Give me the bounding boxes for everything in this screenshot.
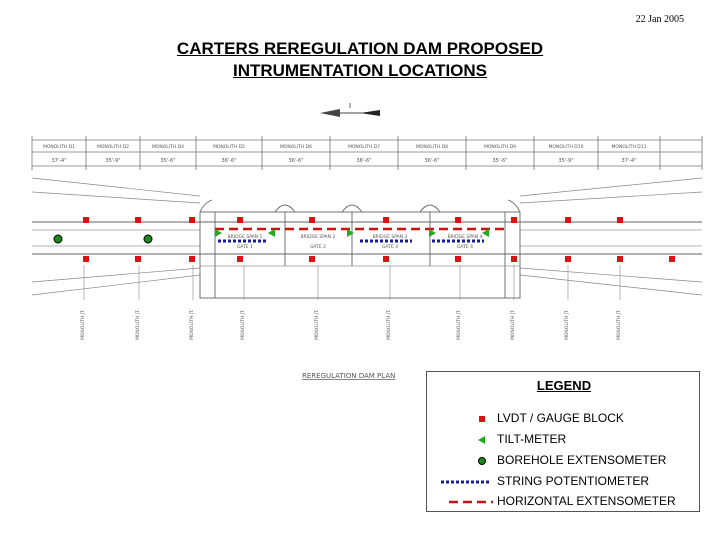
dimension-label: 35'-6" bbox=[492, 158, 508, 164]
lvdt-marker bbox=[83, 217, 89, 223]
bay-label: BRIDGE SPAN 1 bbox=[227, 235, 263, 240]
lvdt-marker bbox=[237, 217, 243, 223]
monolith-label: MONOLITH D10 bbox=[548, 145, 584, 150]
triangle-green-icon bbox=[475, 433, 489, 447]
dimension-label: 37'-4" bbox=[51, 158, 67, 164]
monolith-joint-label: MONOLITH JT. bbox=[81, 309, 86, 340]
legend-box bbox=[426, 371, 700, 512]
legend-item-label: LVDT / GAUGE BLOCK bbox=[497, 411, 624, 425]
north-arrow-icon bbox=[320, 103, 380, 117]
lvdt-marker bbox=[617, 256, 623, 262]
gate-label: GATE 3 bbox=[381, 245, 399, 250]
gate-label: GATE 4 bbox=[456, 245, 474, 250]
title-line-2: INTRUMENTATION LOCATIONS bbox=[232, 61, 488, 80]
lvdt-marker bbox=[383, 217, 389, 223]
lvdt-marker bbox=[455, 217, 461, 223]
monolith-label: MONOLITH D1 bbox=[42, 145, 76, 150]
lvdt-marker bbox=[135, 256, 141, 262]
lvdt-marker bbox=[383, 256, 389, 262]
monolith-label: MONOLITH D2 bbox=[96, 145, 130, 150]
circle-green-icon bbox=[475, 454, 489, 468]
lvdt-marker bbox=[189, 256, 195, 262]
lvdt-marker bbox=[309, 256, 315, 262]
borehole-extensometer-marker bbox=[144, 235, 152, 243]
document-date: 22 Jan 2005 bbox=[635, 14, 684, 25]
monolith-joint-label: MONOLITH JT. bbox=[511, 309, 516, 340]
square-red-icon bbox=[475, 412, 489, 426]
monolith-label: MONOLITH D11 bbox=[611, 145, 647, 150]
legend-item-label: STRING POTENTIOMETER bbox=[497, 474, 650, 488]
monolith-joint-lines bbox=[84, 265, 620, 300]
dimension-labels bbox=[51, 158, 636, 164]
lvdt-marker bbox=[617, 217, 623, 223]
bay-label: BRIDGE SPAN 3 bbox=[372, 235, 408, 240]
legend-item-string-pot bbox=[427, 473, 701, 491]
legend-item-borehole bbox=[427, 452, 701, 470]
lvdt-marker bbox=[237, 256, 243, 262]
monolith-division-lines bbox=[32, 136, 702, 170]
borehole-extensometer-marker bbox=[54, 235, 62, 243]
dimension-label: 35'-6" bbox=[160, 158, 176, 164]
lvdt-marker bbox=[83, 256, 89, 262]
lvdt-marker bbox=[511, 256, 517, 262]
borehole-extensometers bbox=[54, 235, 152, 243]
monolith-joint-label: MONOLITH JT. bbox=[565, 309, 570, 340]
legend-title: LEGEND bbox=[536, 378, 592, 393]
legend-item-tilt-meter bbox=[427, 431, 701, 449]
lvdt-marker bbox=[135, 217, 141, 223]
lvdt-marker bbox=[309, 217, 315, 223]
monolith-joint-label: MONOLITH JT. bbox=[617, 309, 622, 340]
lvdt-marker bbox=[511, 217, 517, 223]
tilt-meter-marker bbox=[347, 229, 354, 237]
legend-item-label: BOREHOLE EXTENSOMETER bbox=[497, 453, 667, 467]
gate-label: GATE 1 bbox=[236, 245, 254, 250]
legend-item-label: TILT-METER bbox=[497, 432, 567, 446]
monolith-joint-label: MONOLITH JT. bbox=[136, 309, 141, 340]
title-line-1: CARTERS REREGULATION DAM PROPOSED bbox=[176, 39, 544, 58]
lvdt-marker bbox=[565, 256, 571, 262]
lvdt-marker bbox=[455, 256, 461, 262]
monolith-joint-labels bbox=[80, 309, 622, 340]
approach-lines bbox=[32, 178, 702, 295]
monolith-joint-label: MONOLITH JT. bbox=[190, 309, 195, 340]
monolith-joint-label: MONOLITH JT. bbox=[457, 309, 462, 340]
dashed-red-line-icon bbox=[449, 495, 495, 509]
dimension-label: 36'-6" bbox=[288, 158, 304, 164]
dimension-label: 35'-9" bbox=[558, 158, 574, 164]
legend-item-lvdt bbox=[427, 410, 701, 428]
bay-label: BRIDGE SPAN 4 bbox=[447, 235, 483, 240]
lvdt-marker bbox=[189, 217, 195, 223]
monolith-joint-label: MONOLITH JT. bbox=[241, 309, 246, 340]
monolith-joint-label: MONOLITH JT. bbox=[315, 309, 320, 340]
dam-axis bbox=[32, 222, 702, 254]
monolith-label: MONOLITH D8 bbox=[415, 145, 449, 150]
bay-label: BRIDGE SPAN 2 bbox=[300, 235, 336, 240]
monolith-labels bbox=[43, 144, 647, 150]
lvdt-marker bbox=[669, 256, 675, 262]
dimension-label: 37'-4" bbox=[621, 158, 637, 164]
monolith-label: MONOLITH D5 bbox=[212, 145, 246, 150]
monolith-label: MONOLITH D6 bbox=[279, 145, 313, 150]
dimension-label: 36'-6" bbox=[424, 158, 440, 164]
dimension-label: 36'-6" bbox=[356, 158, 372, 164]
legend-item-horizontal-ext bbox=[427, 493, 701, 511]
monolith-label: MONOLITH D7 bbox=[347, 145, 381, 150]
lvdt-marker bbox=[565, 217, 571, 223]
monolith-joint-label: MONOLITH JT. bbox=[387, 309, 392, 340]
monolith-label: MONOLITH D4 bbox=[151, 145, 185, 150]
dotted-blue-line-icon bbox=[441, 475, 491, 489]
monolith-label: MONOLITH D9 bbox=[483, 145, 517, 150]
legend-item-label: HORIZONTAL EXTENSOMETER bbox=[497, 494, 676, 508]
gate-label: GATE 2 bbox=[309, 245, 327, 250]
dimension-label: 36'-6" bbox=[221, 158, 237, 164]
dimension-label: 35'-9" bbox=[105, 158, 121, 164]
drawing-caption: REREGULATION DAM PLAN bbox=[302, 372, 396, 380]
